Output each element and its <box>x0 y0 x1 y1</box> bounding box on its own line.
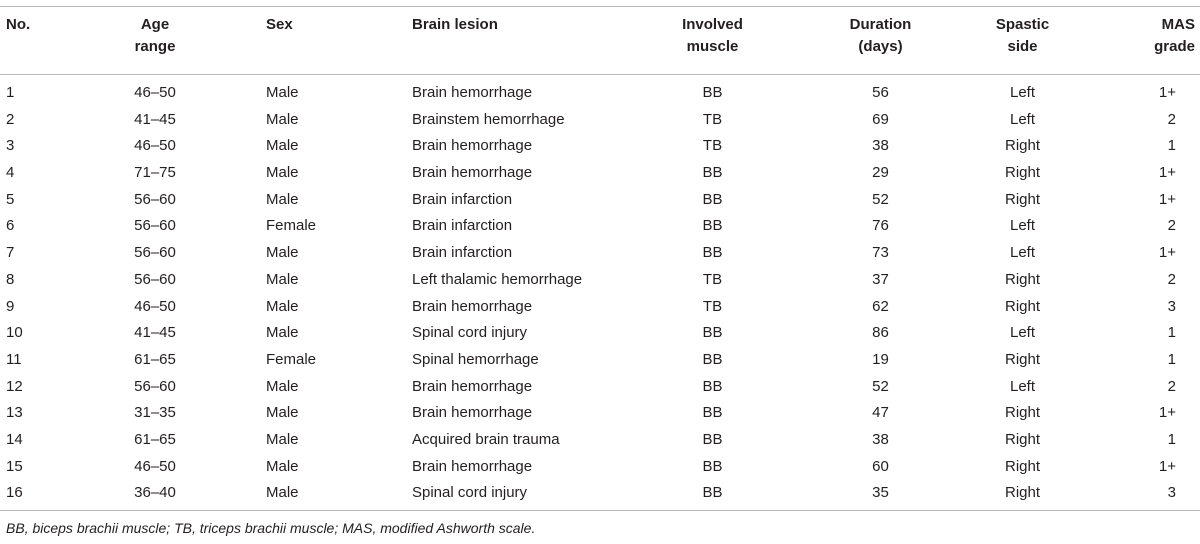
cell-age-range: 56–60 <box>134 217 176 235</box>
cell-involved-muscle: BB <box>702 217 723 235</box>
header-no-line1: No. <box>6 16 31 33</box>
cell-brain-lesion: Acquired brain trauma <box>412 430 560 448</box>
cell-involved-muscle: BB <box>702 377 723 395</box>
cell-duration: 37 <box>872 270 889 288</box>
cell-brain-lesion: Spinal cord injury <box>412 324 528 342</box>
cell-spastic-side: Right <box>1004 137 1041 155</box>
table-row <box>0 294 1200 321</box>
cell-age-range: 36–40 <box>134 484 176 502</box>
cell-duration: 35 <box>872 484 889 502</box>
cell-age-range: 61–65 <box>134 350 176 368</box>
cell-no: 13 <box>6 404 23 422</box>
cell-spastic-side: Right <box>1004 350 1041 368</box>
header-sex-line1: Sex <box>266 16 293 33</box>
cell-no: 3 <box>6 137 15 155</box>
table-row <box>0 267 1200 294</box>
cell-brain-lesion: Brainstem hemorrhage <box>412 110 565 128</box>
header-mas-grade <box>1130 14 1195 58</box>
cell-spastic-side: Right <box>1004 430 1041 448</box>
cell-brain-lesion: Brain hemorrhage <box>412 164 533 182</box>
cell-no: 5 <box>6 190 15 208</box>
cell-no: 1 <box>6 84 15 101</box>
cell-involved-muscle: BB <box>702 190 723 208</box>
cell-spastic-side: Left <box>1009 324 1036 342</box>
cell-involved-muscle: BB <box>702 404 723 422</box>
cell-sex: Male <box>266 377 299 395</box>
cell-spastic-side: Left <box>1009 244 1036 262</box>
header-mas-line2: grade <box>1154 38 1195 55</box>
cell-sex: Male <box>266 164 299 182</box>
header-spastic-side <box>960 14 1085 58</box>
cell-age-range: 31–35 <box>134 404 176 422</box>
cell-mas-grade: 2 <box>1167 270 1176 288</box>
cell-involved-muscle: TB <box>702 297 723 315</box>
header-duration-line2: (days) <box>858 38 903 55</box>
cell-involved-muscle: BB <box>702 430 723 448</box>
cell-spastic-side: Left <box>1009 84 1036 101</box>
cell-duration: 52 <box>872 190 889 208</box>
cell-duration: 76 <box>872 217 889 235</box>
cell-age-range: 56–60 <box>134 270 176 288</box>
cell-involved-muscle: TB <box>702 270 723 288</box>
cell-age-range: 71–75 <box>134 164 176 182</box>
cell-no: 16 <box>6 484 23 502</box>
header-duration <box>818 14 943 58</box>
cell-sex: Female <box>266 350 317 368</box>
cell-involved-muscle: BB <box>702 324 723 342</box>
table-row <box>0 187 1200 214</box>
table-row <box>0 133 1200 160</box>
table-footnote: BB, biceps brachii muscle; TB, triceps brachii muscle; MAS, modified Ashworth scale. <box>6 520 536 536</box>
cell-age-range: 46–50 <box>134 137 176 155</box>
cell-mas-grade: 1 <box>1167 430 1176 448</box>
cell-duration: 38 <box>872 137 889 155</box>
cell-involved-muscle: BB <box>702 457 723 475</box>
header-involved-muscle <box>660 14 765 58</box>
cell-involved-muscle: BB <box>702 484 723 502</box>
cell-brain-lesion: Spinal cord injury <box>412 484 528 502</box>
cell-spastic-side: Right <box>1004 484 1041 502</box>
cell-duration: 47 <box>872 404 889 422</box>
cell-no: 8 <box>6 270 15 288</box>
cell-mas-grade: 3 <box>1167 297 1176 315</box>
cell-duration: 86 <box>872 324 889 342</box>
cell-involved-muscle: BB <box>702 244 723 262</box>
header-sex <box>266 14 356 36</box>
cell-no: 15 <box>6 457 23 475</box>
cell-no: 7 <box>6 244 15 262</box>
cell-mas-grade: 1+ <box>1158 164 1176 182</box>
cell-brain-lesion: Brain hemorrhage <box>412 297 533 315</box>
cell-brain-lesion: Brain hemorrhage <box>412 137 533 155</box>
cell-duration: 19 <box>872 350 889 368</box>
cell-duration: 69 <box>872 110 889 128</box>
cell-age-range: 41–45 <box>134 324 176 342</box>
header-age-range <box>110 14 200 58</box>
table-row <box>0 240 1200 267</box>
cell-duration: 38 <box>872 430 889 448</box>
header-age-line2: range <box>134 38 176 55</box>
cell-sex: Male <box>266 270 299 288</box>
table-row <box>0 427 1200 454</box>
table-header-rule <box>0 74 1200 75</box>
cell-brain-lesion: Brain hemorrhage <box>412 457 533 475</box>
cell-duration: 56 <box>872 84 889 101</box>
cell-age-range: 56–60 <box>134 190 176 208</box>
cell-mas-grade: 1 <box>1167 137 1176 155</box>
cell-mas-grade: 2 <box>1167 110 1176 128</box>
cell-mas-grade: 2 <box>1167 217 1176 235</box>
cell-involved-muscle: BB <box>702 164 723 182</box>
cell-age-range: 56–60 <box>134 244 176 262</box>
header-no <box>6 14 66 36</box>
table-bottom-rule <box>0 510 1200 511</box>
cell-involved-muscle: BB <box>702 350 723 368</box>
cell-spastic-side: Left <box>1009 377 1036 395</box>
table-row <box>0 80 1200 107</box>
cell-involved-muscle: TB <box>702 137 723 155</box>
cell-duration: 62 <box>872 297 889 315</box>
cell-mas-grade: 1+ <box>1158 84 1176 101</box>
cell-no: 12 <box>6 377 23 395</box>
cell-mas-grade: 1 <box>1167 350 1176 368</box>
cell-sex: Male <box>266 457 299 475</box>
cell-duration: 29 <box>872 164 889 182</box>
cell-spastic-side: Left <box>1009 217 1036 235</box>
table-row <box>0 480 1200 507</box>
cell-sex: Male <box>266 297 299 315</box>
table-row <box>0 160 1200 187</box>
cell-sex: Male <box>266 110 299 128</box>
cell-no: 14 <box>6 430 23 448</box>
cell-no: 9 <box>6 297 15 315</box>
header-age-line1: Age <box>140 16 170 33</box>
cell-age-range: 61–65 <box>134 430 176 448</box>
cell-duration: 60 <box>872 457 889 475</box>
header-mas-line1: MAS <box>1161 16 1195 33</box>
header-side-line2: side <box>1007 38 1038 55</box>
cell-no: 10 <box>6 324 23 342</box>
cell-age-range: 46–50 <box>134 457 176 475</box>
cell-no: 6 <box>6 217 15 235</box>
cell-spastic-side: Right <box>1004 270 1041 288</box>
cell-brain-lesion: Brain hemorrhage <box>412 84 533 101</box>
cell-sex: Female <box>266 217 317 235</box>
cell-brain-lesion: Brain infarction <box>412 217 513 235</box>
header-muscle-line2: muscle <box>686 38 739 55</box>
cell-no: 2 <box>6 110 15 128</box>
table-row <box>0 320 1200 347</box>
cell-brain-lesion: Left thalamic hemorrhage <box>412 270 583 288</box>
cell-mas-grade: 3 <box>1167 484 1176 502</box>
cell-involved-muscle: TB <box>702 110 723 128</box>
cell-sex: Male <box>266 84 299 101</box>
cell-age-range: 41–45 <box>134 110 176 128</box>
cell-duration: 73 <box>872 244 889 262</box>
cell-sex: Male <box>266 324 299 342</box>
header-side-line1: Spastic <box>995 16 1050 33</box>
header-muscle-line1: Involved <box>682 16 743 33</box>
cell-duration: 52 <box>872 377 889 395</box>
table-row <box>0 213 1200 240</box>
cell-spastic-side: Right <box>1004 164 1041 182</box>
cell-sex: Male <box>266 430 299 448</box>
cell-brain-lesion: Brain hemorrhage <box>412 404 533 422</box>
cell-spastic-side: Right <box>1004 297 1041 315</box>
cell-mas-grade: 1+ <box>1158 404 1176 422</box>
cell-age-range: 56–60 <box>134 377 176 395</box>
table-row <box>0 374 1200 401</box>
cell-sex: Male <box>266 484 299 502</box>
cell-sex: Male <box>266 137 299 155</box>
cell-involved-muscle: BB <box>702 84 723 101</box>
table-row <box>0 347 1200 374</box>
cell-sex: Male <box>266 244 299 262</box>
table-row <box>0 107 1200 134</box>
cell-spastic-side: Left <box>1009 110 1036 128</box>
cell-brain-lesion: Brain infarction <box>412 244 513 262</box>
cell-spastic-side: Right <box>1004 457 1041 475</box>
cell-no: 11 <box>6 350 22 368</box>
table-top-rule <box>0 6 1200 7</box>
table-body <box>0 80 1200 507</box>
cell-mas-grade: 1+ <box>1158 190 1176 208</box>
cell-brain-lesion: Brain hemorrhage <box>412 377 533 395</box>
cell-brain-lesion: Brain infarction <box>412 190 513 208</box>
cell-sex: Male <box>266 404 299 422</box>
cell-brain-lesion: Spinal hemorrhage <box>412 350 539 368</box>
cell-age-range: 46–50 <box>134 297 176 315</box>
cell-mas-grade: 2 <box>1167 377 1176 395</box>
cell-age-range: 46–50 <box>134 84 176 101</box>
header-brain-lesion <box>412 14 652 36</box>
cell-mas-grade: 1+ <box>1158 244 1176 262</box>
header-duration-line1: Duration <box>849 16 912 33</box>
cell-spastic-side: Right <box>1004 404 1041 422</box>
cell-mas-grade: 1+ <box>1158 457 1176 475</box>
header-lesion-line1: Brain lesion <box>412 16 498 33</box>
table-row <box>0 400 1200 427</box>
cell-sex: Male <box>266 190 299 208</box>
table-row <box>0 454 1200 481</box>
cell-no: 4 <box>6 164 15 182</box>
cell-mas-grade: 1 <box>1167 324 1176 342</box>
cell-spastic-side: Right <box>1004 190 1041 208</box>
